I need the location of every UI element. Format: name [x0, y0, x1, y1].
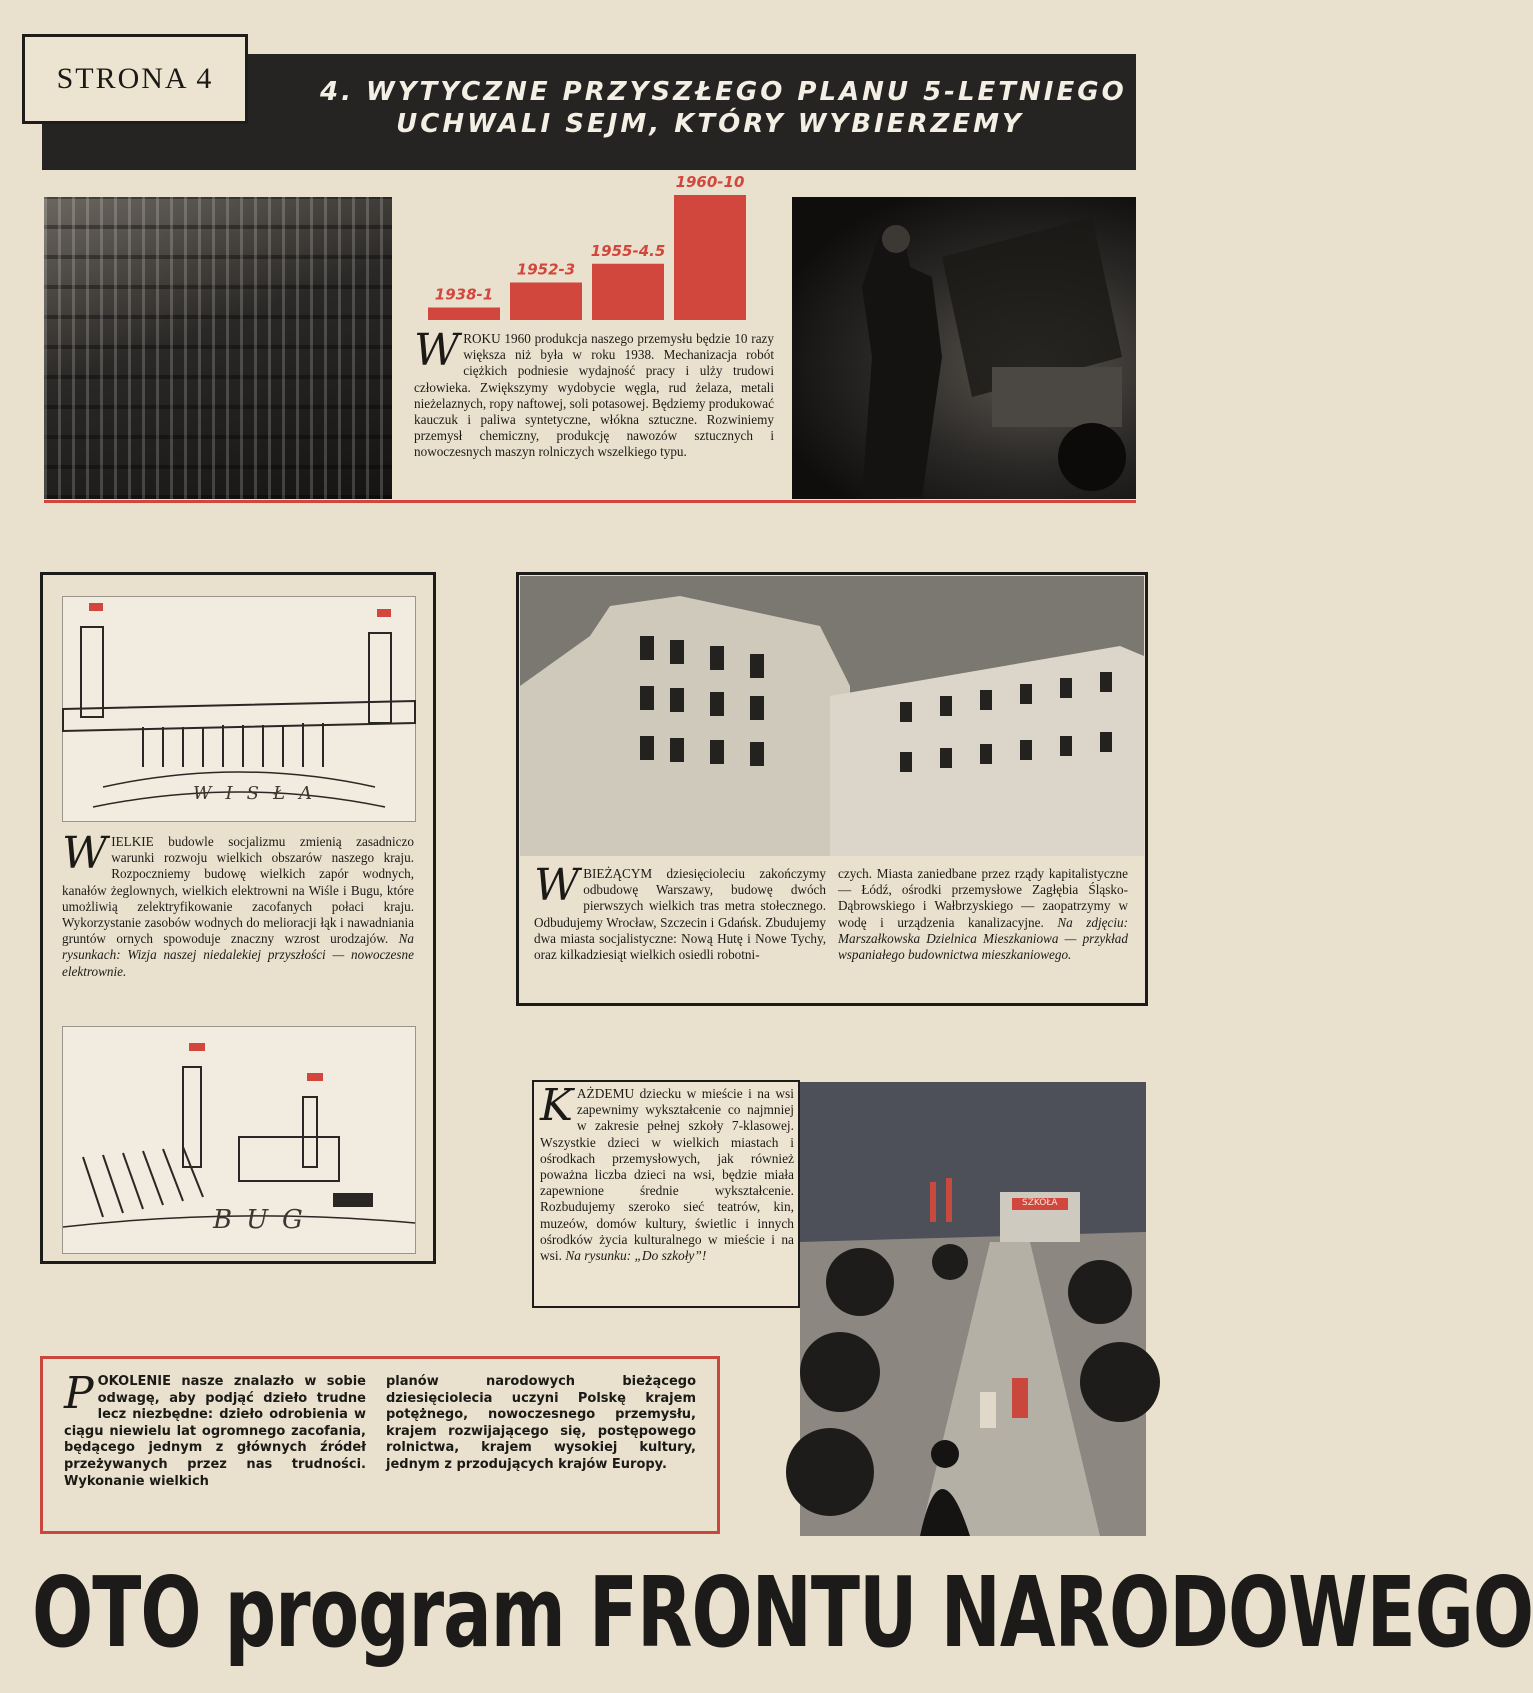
school-sign: SZKOŁA [1022, 1198, 1058, 1208]
drawing-caption-text: Na rysunkach: Wizja naszej niedalekiej przyszłości — nowoczesne elektrownie. [62, 931, 414, 979]
paragraph-text: dziecku w mieście i na wsi zapewnimy wykształcenie co najmniej w zakresie pełnej szkoły 7-klasowej. Wszystkie dzieci w wielkich miastach i ośrodkach przemysłowych, jak również poważna liczba dzieci na wsi, będzie miała zapewnione średnie wykształcenie. Rozbudujemy szeroko sieć teatrów, kin, muzeów, domów kultury, świetlic i innych ośrodków życia kulturalnego w mieście i na wsi. [540, 1086, 794, 1264]
data-label-1960: 1960-10 [675, 173, 745, 191]
lead-word: AŻDEMU [576, 1086, 635, 1101]
textile-mill-photo [44, 197, 392, 499]
dropcap: W [534, 860, 580, 911]
paragraph-text: czych. Miasta zaniedbane przez rządy kapitalistyczne — Łódź, ośrodki przemysłowe Zagłębia Śląsko-Dąbrowskiego i Wałbrzyskiego — zaopatrzymy w wodę i urządzenia kanalizacyjne. [838, 866, 1128, 930]
dropcap: K [540, 1080, 573, 1131]
bar-1960 [674, 195, 746, 320]
paragraph-text: planów narodowych bieżącego dziesięciolecia uczyni Polskę krajem potężnego, nowoczesnego przemysłu, krajem rozwijającego się, postępowego rolnictwa, krajem wysokiej kultury, jednym z przodujących krajów Europy. [386, 1374, 696, 1472]
wisla-label: WISŁA [193, 783, 326, 804]
bar-1952 [510, 283, 582, 321]
headline-line-2: UCHWALI SEJM, KTÓRY WYBIERZEMY [396, 109, 1024, 139]
bar-1955 [592, 264, 664, 320]
school-painting [800, 1082, 1146, 1536]
housing-blocks-illustration [520, 576, 1144, 856]
pokolenie-paragraph-continued [386, 1374, 696, 1474]
production-bar-chart [420, 170, 790, 330]
paragraph-text: nasze znalazło w sobie odwagę, aby podjąć dzieło trudne lecz niezbędne: dzieło odrobienia w ciągu niewielu lat ogromnego zacofania, będącego jednym z głównych źródeł przeżywanych przez nas trudności. Wykonanie wielkich [64, 1374, 366, 1489]
dropcap: W [414, 325, 460, 376]
paragraph-text: dziesięcioleciu zakończymy odbudowę Warszawy, budowę dwóch pierwszych wielkich tras metra stołecznego. Odbudujemy Wrocław, Szczecin i Gdańsk. Zbudujemy dwa miasta socjalistyczne: Nową Hutę i Nowe Tychy, oraz kilkadziesiąt wielkich osiedli robotni- [534, 866, 826, 963]
car-factory-photo [792, 197, 1136, 499]
biezacym-paragraph-continued [838, 866, 1128, 963]
paragraph-text: budowle socjalizmu zmienią zasadniczo warunki rozwoju wielkich obszarów naszego kraju. Rozpoczniemy budowę wielkich zapór wodnych, kanałów żeglownych, wielkich elektrowni na Wiśle i Bugu, które umożliwią zelektryfikowanie zacofanych połaci kraju. Wykorzystanie zasobów wodnych do melioracji łąk i nawadniania gruntów ornych spowoduje znaczny wzrost urodzajów. [62, 834, 414, 947]
dropcap: P [64, 1368, 94, 1419]
biezacym-paragraph [534, 860, 826, 963]
wielkie-paragraph [62, 828, 414, 980]
photo-caption-text: Na zdjęciu: Marszałkowska Dzielnica Mieszkaniowa — przykład wspaniałego budownictwa mieszkaniowego. [838, 914, 1128, 963]
kazdemu-paragraph [540, 1080, 794, 1264]
data-label-1938: 1938-1 [434, 285, 494, 304]
page-label: STRONA 4 [22, 34, 248, 124]
paragraph-text: 1960 produkcja naszego przemysłu będzie 10 razy większa niż była w roku 1938. Mechanizacja robót ciężkich podniesie wydajność pracy i ulży trudowi człowieka. Zwiększymy wydobycie węgla, rud żelaza, metali nieżelaznych, ropy naftowej, soli potasowej. Będziemy produkować kauczuk i paliwa syntetyczne, włókna sztuczne. Rozwiniemy przemysł chemiczny, produkcję nawozów sztucznych i nowoczesnych maszyn rolniczych wszelkiego typu. [414, 331, 774, 460]
red-divider [44, 500, 1136, 503]
pokolenie-paragraph [64, 1368, 366, 1490]
headline [320, 76, 1127, 140]
data-label-1952: 1952-3 [516, 260, 576, 279]
lead-word: IELKIE [111, 834, 154, 849]
lead-word: OKOLENIE [97, 1374, 171, 1389]
dropcap: W [62, 828, 108, 879]
drawing-caption-text: Na rysunku: „Do szkoły”! [565, 1248, 707, 1264]
intro-paragraph [414, 325, 774, 461]
bug-dam-drawing [62, 1026, 416, 1254]
marszalkowska-housing-photo [520, 576, 1144, 856]
bug-label: BUG [213, 1205, 317, 1235]
car-factory-illustration [792, 197, 1136, 499]
children-walking-to-school-illustration [800, 1082, 1146, 1536]
data-label-1955: 1955-4.5 [590, 241, 666, 260]
lead-word: ROKU [463, 331, 501, 346]
headline-line-1: 4. WYTYCZNE PRZYSZŁEGO PLANU 5-LETNIEGO [320, 77, 1127, 107]
footer-title: OTO program FRONTU NARODOWEGO [32, 1555, 1533, 1669]
lead-word: BIEŻĄCYM [583, 866, 653, 881]
bar-1938 [428, 308, 500, 321]
wisla-dam-drawing [62, 596, 416, 822]
